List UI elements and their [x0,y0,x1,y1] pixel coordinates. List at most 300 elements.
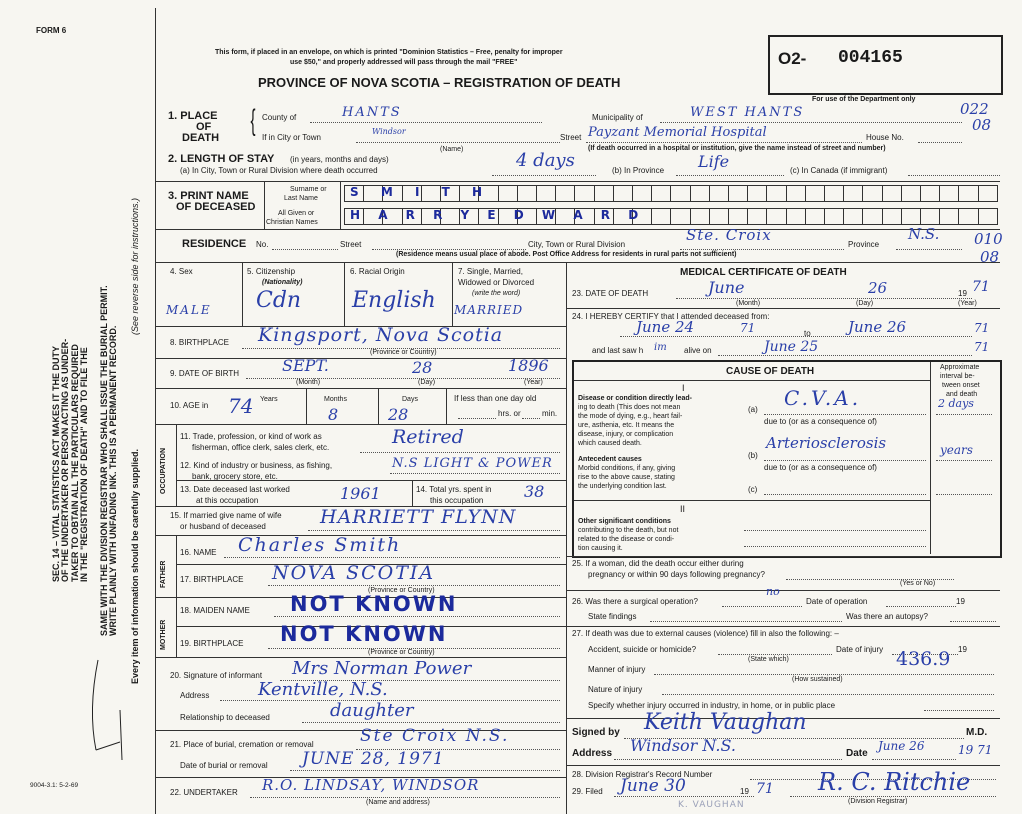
other-label-1: Other significant conditions [578,518,671,525]
dept-code-1: 022 [960,100,989,118]
accident-line [718,654,832,655]
last-seen-him[interactable]: im [654,342,667,353]
marital-label-2: Widowed or Divorced [458,278,535,287]
pregnancy-label-1: 25. If a woman, did the death occur either during [572,559,744,568]
father-divider [176,535,177,597]
signed-value[interactable]: Keith Vaughan [644,710,807,735]
stay-a-line [492,175,596,176]
burial-place-value[interactable]: Ste Croix N.S. [360,726,510,746]
name-top-rule [155,181,1000,182]
letter-cell [594,185,614,202]
age-days[interactable]: 28 [388,405,409,424]
age-divider-3 [446,388,447,424]
surname-value[interactable]: S M I T H [350,185,491,199]
trade-value[interactable]: Retired [392,426,464,448]
age-years[interactable]: 74 [228,394,254,418]
attended-label: 24. I HEREBY CERTIFY that I attended deceased from: [572,312,770,321]
dob-year[interactable]: 1896 [508,356,549,375]
age-months[interactable]: 8 [328,405,339,424]
residence-city-line [680,249,844,250]
letter-cell [613,185,633,202]
hrs-label: hrs. or [498,409,521,418]
marital-value[interactable]: MARRIED [454,303,524,317]
interval-a-value[interactable]: 2 days [938,397,974,410]
accident-label: Accident, suicide or homicide? [588,645,697,654]
notice-line1: This form, if placed in an envelope, on which is printed "Dominion Statistics – Free, penalty for improper [215,49,563,56]
street-line [586,142,862,143]
roman-2-rule [574,500,930,501]
side-line-8: Every item of information should be carefully supplied. [130,448,140,684]
op-date-19: 19 [956,597,965,606]
county-line [310,122,542,123]
letter-cell [747,185,767,202]
undertaker-sublabel: (Name and address) [366,799,430,806]
due-label-1: due to (or as a consequence of) [764,417,877,426]
death-month[interactable]: June [708,278,745,297]
relationship-value[interactable]: daughter [330,700,414,721]
cause-b-label: (b) [748,451,758,460]
stay-b-value[interactable]: Life [698,152,730,171]
informant-sig-value[interactable]: Mrs Norman Power [292,658,472,679]
last-worked-value[interactable]: 1961 [340,484,381,503]
racial-value[interactable]: English [352,288,436,313]
age-years-label: Years [260,396,278,403]
citizenship-value[interactable]: Cdn [256,288,302,313]
city-value[interactable]: Windsor [372,127,406,136]
less-day-label: If less than one day old [454,394,537,403]
city-line [356,142,560,143]
dob-day-hint: (Day) [418,379,436,386]
letter-cell [690,185,710,202]
injury-date-19: 19 [958,645,967,654]
burial-date-value[interactable]: JUNE 28, 1971 [302,749,445,769]
father-birthplace-value[interactable]: NOVA SCOTIA [272,562,436,584]
occupation-section-label: OCCUPATION [160,447,167,494]
filed-year-prefix: 19 [740,787,749,796]
other-line-2 [744,546,926,547]
father-name-line [224,557,560,558]
trade-label-1: 11. Trade, profession, or kind of work as [180,432,322,441]
age-months-label: Months [324,396,347,403]
trade-label-2: fisherman, office clerk, sales clerk, etc. [192,443,330,452]
marital-label-3: (write the word) [472,290,521,297]
attended-to-year[interactable]: 71 [974,321,990,335]
residence-street-line [372,249,526,250]
letter-cell [574,185,594,202]
stay-sublabel: (in years, months and days) [290,155,389,164]
attended-from-year[interactable]: 71 [740,321,756,335]
surgery-rule [566,626,1000,627]
interval-b-value[interactable]: years [940,443,973,457]
last-seen-line [718,355,972,356]
industry-label-2: bank, grocery store, etc. [192,472,278,481]
father-name-value[interactable]: Charles Smith [238,534,402,556]
municipality-value[interactable]: WEST HANTS [690,105,805,120]
place-label-3: DEATH [182,132,220,144]
mother-maiden-value[interactable]: NOT KNOWN [290,592,458,616]
due-label-2: due to (or as a consequence of) [764,463,877,472]
municipality-line [660,122,962,123]
hrs-line [458,418,496,419]
sex-divider [242,262,243,326]
left-margin-rule [155,8,156,814]
letter-cell [901,208,921,225]
spouse-line [308,530,560,531]
years-spent-label-1: 14. Total yrs. spent in [416,485,492,494]
mother-divider [176,597,177,657]
occupation-divider [176,424,177,506]
letter-cell [555,185,575,202]
manner-code[interactable]: 436.9 [896,648,951,670]
cause-c-label: (c) [748,485,758,494]
registration-prefix: O2- [778,49,807,68]
last-seen-year[interactable]: 71 [974,340,990,354]
years-spent-value[interactable]: 38 [524,482,545,501]
given-label-1: All Given or [278,210,315,217]
stay-c-line [908,175,1000,176]
record-number-label: 28. Division Registrar's Record Number [572,770,713,779]
street-label: Street [560,133,582,142]
antecedent-label-3: rise to the above cause, stating [578,474,675,481]
letter-cell [843,185,863,202]
cause-a-line [764,414,926,415]
autopsy-label: Was there an autopsy? [846,612,928,621]
racial-divider [452,262,453,326]
letter-cell [978,208,998,225]
letter-cell [882,185,902,202]
dob-label: 9. DATE OF BIRTH [170,369,240,378]
filed-year[interactable]: 71 [756,781,774,797]
county-label: County of [262,113,297,122]
side-line-3: TAKER TO OBTAIN ALL THE PARTICULARS REQUIRED [69,344,80,582]
undertaker-label: 22. UNDERTAKER [170,788,238,797]
father-birthplace-line [268,585,560,586]
letter-cell [805,208,825,225]
side-line-1: SEC. 14 – VITAL STATISTICS ACT MAKES IT THE DUTY [51,345,61,582]
nature-label: Nature of injury [588,685,643,694]
op-date-line [886,606,956,607]
dob-month[interactable]: SEPT. [282,356,329,375]
mother-maiden-line [274,616,560,617]
age-divider-1 [306,388,307,424]
stay-a-value[interactable]: 4 days [516,150,575,171]
roman-numeral-1: I [682,383,685,393]
md-label: M.D. [966,727,988,738]
county-value[interactable]: HANTS [342,105,402,120]
sex-value[interactable]: MALE [166,303,212,317]
spouse-label-2: or husband of deceased [180,522,266,531]
trade-line [360,452,560,453]
dept-code-2: 08 [972,116,992,134]
cause-title: CAUSE OF DEATH [726,366,815,377]
medical-rule-1 [566,308,1000,309]
stay-b-label: (b) In Province [612,166,665,175]
cert-year-value[interactable]: 19 71 [958,743,993,757]
antecedent-label-1: Antecedent causes [578,456,642,463]
letter-cell [901,185,921,202]
mother-birthplace-label: 19. BIRTHPLACE [180,639,244,648]
mother-section-label: MOTHER [160,619,167,650]
other-label-2: contributing to the death, but not [578,527,679,534]
relationship-label: Relationship to deceased [180,713,270,722]
death-date-label: 23. DATE OF DEATH [572,289,649,298]
undertaker-value[interactable]: R.O. LINDSAY, WINDSOR [262,776,480,794]
surgery-line [722,606,802,607]
death-year[interactable]: 71 [972,279,990,295]
dob-line [246,378,560,379]
mother-birthplace-value[interactable]: NOT KNOWN [280,622,448,646]
interval-label-1: Approximate [940,364,980,371]
municipality-label: Municipality of [592,113,643,122]
letter-cell [978,185,998,202]
disease-label-6: which caused death. [578,440,642,447]
place-label-2: OF [196,121,212,133]
attended-to-label: to [804,329,811,338]
residence-city-value[interactable]: Ste. Croix [686,226,772,244]
other-label-4: tion causing it. [578,545,623,552]
signature-rule [566,765,1000,766]
street-value[interactable]: Payzant Memorial Hospital [588,125,767,140]
cause-c-line [764,494,926,495]
dept-code-3: 010 [974,230,1003,248]
side-line-5: SAME WITH THE DIVISION REGISTRAR WHO SHALL ISSUE THE BURIAL PERMIT. [99,285,109,636]
dob-month-hint: (Month) [296,379,321,386]
name-divider [264,181,265,229]
house-no-line [918,142,962,143]
name-label-1: 3. PRINT NAME [168,190,249,202]
industry-value[interactable]: N.S LIGHT & POWER [392,456,553,471]
death-day-hint: (Day) [856,300,874,307]
informant-sig-label: 20. Signature of informant [170,671,263,680]
letter-cell [709,208,729,225]
registration-number: 004165 [838,48,903,68]
letter-cell [517,185,537,202]
house-no-label: House No. [866,133,904,142]
name-bottom-rule [155,229,1000,230]
father-birthplace-label: 17. BIRTHPLACE [180,575,244,584]
antecedent-label-2: Morbid conditions, if any, giving [578,465,676,472]
letter-cell [747,208,767,225]
stay-b-line [676,175,784,176]
form-id: FORM 6 [36,26,67,35]
citizenship-label: 5. Citizenship [247,267,296,276]
cause-b-line [764,460,926,461]
stay-a-label: (a) In City, Town or Rural Division where death occurred [180,166,378,175]
letter-cell [920,185,940,202]
nature-line [662,694,994,695]
letter-cell [824,185,844,202]
street-note: (If death occurred in a hospital or institution, give the name instead of street and number) [588,145,886,152]
spouse-value[interactable]: HARRIETT FLYNN [320,506,517,528]
cause-title-rule [574,380,930,381]
form-title: PROVINCE OF NOVA SCOTIA – REGISTRATION OF DEATH [258,75,621,90]
letter-cell [728,208,748,225]
letter-cell [632,185,652,202]
death-month-hint: (Month) [736,300,761,307]
occupation-divider-2 [412,480,413,506]
last-seen-date[interactable]: June 25 [764,339,819,355]
surname-label-2: Last Name [284,195,318,202]
dob-year-hint: (Year) [524,379,543,386]
letter-cell [536,185,556,202]
interval-label-3: tween onset [942,382,980,389]
dept-use-label: For use of the Department only [812,96,916,103]
industry-line [390,473,560,474]
medical-title: MEDICAL CERTIFICATE OF DEATH [680,267,847,278]
letter-cell [651,185,671,202]
relationship-line [302,722,560,723]
side-instruction-block [52,339,90,582]
surname-label-1: Surname or [290,186,327,193]
specify-line [924,710,994,711]
burial-place-label: 21. Place of burial, cremation or removal [170,740,314,749]
informant-address-label: Address [180,691,210,700]
name-label-2: OF DECEASED [176,201,256,213]
margin-pen-mark [80,650,140,770]
how-sustained-hint: (How sustained) [792,676,843,683]
disease-label-3: the mode of dying, e.g., heart fail- [578,413,683,420]
letter-cell [766,185,786,202]
findings-label: State findings [588,612,637,621]
state-which-hint: (State which) [748,656,789,663]
residence-label: RESIDENCE [182,238,247,250]
residence-bottom-rule [155,262,1000,263]
citizenship-sublabel: (Nationality) [262,279,303,286]
letter-cell [728,185,748,202]
father-section-label: FATHER [160,560,167,588]
autopsy-line [950,621,996,622]
cause-box-bottom-rule [566,556,1000,557]
cert-address-label: Address [572,748,613,759]
father-birthplace-sublabel: (Province or Country) [368,587,435,594]
letter-cell [709,185,729,202]
letter-cell [786,185,806,202]
injury-date-label: Date of injury [836,645,884,654]
letter-cell [670,208,690,225]
death-year-hint: (Year) [958,300,977,307]
sex-label: 4. Sex [170,267,193,276]
dob-day[interactable]: 28 [412,358,433,377]
manner-label: Manner of injury [588,665,646,674]
interval-a-line [936,414,992,415]
cause-b-value[interactable]: Arteriosclerosis [766,434,887,452]
signed-label: Signed by [572,727,620,738]
other-label-3: related to the disease or condi- [578,536,675,543]
notice-line2: use $50," and properly addressed will pass through the mail "FREE" [290,59,518,66]
letter-cell [498,185,518,202]
specify-label: Specify whether injury occurred in industry, in home, or in public place [588,701,836,710]
letter-cell [786,208,806,225]
letter-cell [690,208,710,225]
min-line [522,418,540,419]
last-worked-label-2: at this occupation [196,496,259,505]
disease-label-1: Disease or condition directly lead- [578,395,692,402]
registrar-line [790,796,996,797]
letter-cell [843,208,863,225]
side-instruction-block-2 [100,285,119,636]
cert-date-value[interactable]: June 26 [878,739,925,753]
residence-street-label: Street [340,240,362,249]
years-spent-label-2: this occupation [430,496,484,505]
antecedent-label-4: the underlying condition last. [578,483,667,490]
residence-no-label: No. [256,240,269,249]
residence-note: (Residence means usual place of abode. Post Office Address for residents in rural parts not sufficient) [396,251,737,258]
letter-cell [958,185,978,202]
letter-cell [939,185,959,202]
registration-number-box [768,35,1003,95]
citizenship-divider [344,262,345,326]
death-year-prefix: 19 [958,289,967,298]
filed-value[interactable]: June 30 [620,776,686,796]
mother-birthplace-sublabel: (Province or Country) [368,649,435,656]
surgery-label: 26. Was there a surgical operation? [572,597,698,606]
industry-label-1: 12. Kind of industry or business, as fishing, [180,461,333,470]
row8-rule [155,358,566,359]
filed-line [614,796,754,797]
death-date-line [676,298,972,299]
residence-province-value[interactable]: N.S. [908,225,940,243]
burial-date-label: Date of burial or removal [180,761,268,770]
side-line-7: (See reverse side for instructions.) [130,197,140,335]
pregnancy-rule [566,590,1000,591]
informant-address-value[interactable]: Kentville, N.S. [258,679,388,700]
undertaker-line [250,797,560,798]
side-line-6: WRITE PLAINLY WITH UNFADING INK. THIS IS A PERMANENT RECORD. [108,325,119,636]
given-value[interactable]: H A R R Y E D W A R D [350,208,646,222]
birthplace-value[interactable]: Kingsport, Nova Scotia [258,324,504,346]
attended-from[interactable]: June 24 [636,318,695,336]
attended-line [620,336,972,337]
row10-rule [155,424,566,425]
letter-cell [862,185,882,202]
surgery-value[interactable]: no [766,585,780,598]
cause-a-label: (a) [748,405,758,414]
birthplace-sublabel: (Province or Country) [370,349,437,356]
side-line-4: IN THE "REGISTRATION OF DEATH" AND TO FILE THE [79,347,90,582]
letter-cell [670,185,690,202]
letter-cell [939,208,959,225]
spouse-label-1: 15. If married give name of wife [170,511,282,520]
pregnancy-label-2: pregnancy or within 90 days following pregnancy? [588,570,765,579]
registrar-hint: (Division Registrar) [848,798,908,805]
marital-label-1: 7. Single, Married, [458,267,523,276]
disease-label-5: disease, injury, or complication [578,431,674,438]
filed-label: 29. Filed [572,787,603,796]
letter-cell [920,208,940,225]
racial-label: 6. Racial Origin [350,267,405,276]
city-name-hint: (Name) [440,146,464,153]
external-label: 27. If death was due to external causes (violence) fill in also the following: – [572,629,839,638]
alive-label: alive on [684,346,712,355]
roman-numeral-2: II [680,504,686,514]
city-label: If in City or Town [262,133,321,142]
death-day[interactable]: 26 [868,279,888,297]
yes-no-hint: (Yes or No) [900,580,936,587]
min-label: min. [542,409,558,418]
mother-maiden-label: 18. MAIDEN NAME [180,606,250,615]
op-date-label: Date of operation [806,597,868,606]
attended-to[interactable]: June 26 [848,318,907,336]
dept-code-4: 08 [980,248,1000,266]
letter-cell [958,208,978,225]
registrar-signature[interactable]: R. C. Ritchie [818,768,971,796]
interval-b-line [936,460,992,461]
cert-address-value[interactable]: Windsor N.S. [630,736,736,755]
cause-a-value[interactable]: C.V.A. [784,386,862,410]
age-days-label: Days [402,396,418,403]
side-line-2: OF THE UNDERTAKER OR PERSON ACTING AS UNDER- [60,338,71,582]
residence-city-label: City, Town or Rural Division [528,240,626,249]
